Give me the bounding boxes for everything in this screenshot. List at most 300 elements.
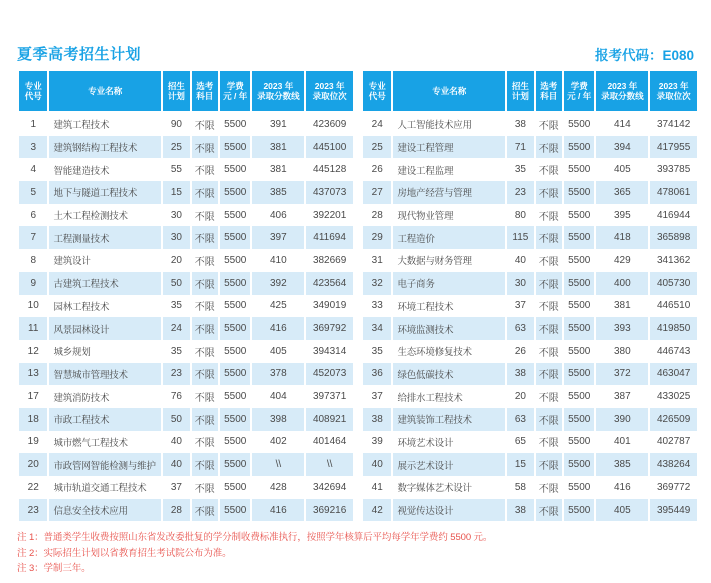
table-row [19,431,353,454]
cell-score-2023: 428 [270,481,287,493]
cell-plan: 26 [514,345,526,357]
cell-rank-2023: 365898 [650,226,697,249]
table-row [363,181,697,204]
cell-plan: 40 [514,254,526,266]
cell-subjects: 不限 [536,317,562,340]
cell-code: 37 [371,391,383,403]
cell-name: 园林工程技术 [53,301,110,313]
cell-subjects: 不限 [536,499,562,522]
cell-plan: 20 [514,391,526,403]
cell-name: 房地产经营与管理 [393,181,505,204]
column-header-plan: 招生 计划 [507,71,533,111]
table-row [363,158,697,181]
column-header-name: 专业名称 [49,71,161,111]
cell-code: 22 [27,481,39,493]
cell-code: 33 [371,300,383,312]
cell-plan: 20 [170,254,182,266]
cell-rank-2023: 419850 [650,317,697,340]
cell-name: 环境工程技术 [397,301,454,313]
cell-code: 35 [371,345,383,357]
cell-score-2023: 398 [252,408,304,431]
table-row [19,249,353,272]
cell-plan: 71 [507,136,533,159]
cell-name: 城市燃气工程技术 [53,437,128,449]
table-row [19,204,353,227]
cell-subjects: 不限 [194,483,215,495]
cell-tuition: 5500 [220,317,250,340]
cell-subjects: 不限 [194,120,215,132]
cell-tuition: 5500 [220,272,250,295]
cell-tuition: 5500 [568,300,591,312]
cell-plan: 38 [507,499,533,522]
cell-plan: 15 [507,453,533,476]
cell-tuition: 5500 [224,345,247,357]
cell-tuition: 5500 [224,164,247,176]
cell-rank-2023: 394314 [312,345,347,357]
table-row [19,340,353,363]
table-row [19,113,353,136]
cell-code: 31 [371,254,383,266]
cell-score-2023: 404 [270,391,287,403]
cell-code: 36 [363,363,391,386]
cell-score-2023: 387 [614,391,631,403]
cell-score-2023: 400 [596,272,648,295]
cell-name: 建筑设计 [53,256,91,268]
cell-tuition: 5500 [564,181,594,204]
cell-tuition: 5500 [224,436,247,448]
cell-subjects: 不限 [194,438,215,450]
cell-tuition: 5500 [568,481,591,493]
cell-score-2023: 416 [252,499,304,522]
cell-plan: 63 [507,317,533,340]
cell-rank-2023: 411694 [306,226,353,249]
cell-tuition: 5500 [568,209,591,221]
cell-code: 9 [19,272,47,295]
cell-rank-2023: 426509 [650,408,697,431]
cell-rank-2023: 437073 [306,181,353,204]
cell-name: 绿色低碳技术 [393,363,505,386]
cell-name: 人工智能技术应用 [397,120,472,132]
cell-tuition: 5500 [568,164,591,176]
cell-subjects: 不限 [538,211,559,223]
cell-subjects: 不限 [538,483,559,495]
cell-plan: 35 [514,164,526,176]
cell-plan: 58 [514,481,526,493]
cell-name: 建筑装饰工程技术 [393,408,505,431]
cell-rank-2023: 478061 [650,181,697,204]
cell-code: 29 [363,226,391,249]
cell-tuition: 5500 [564,272,594,295]
table-row [363,340,697,363]
cell-tuition: 5500 [224,254,247,266]
column-header-score-2023: 2023 年 录取分数线 [596,71,648,111]
cell-rank-2023: \\ [306,453,353,476]
cell-name: 信息安全技术应用 [49,499,161,522]
cell-score-2023: 425 [270,300,287,312]
cell-tuition: 5500 [220,226,250,249]
cell-tuition: 5500 [564,136,594,159]
cell-plan: 28 [163,499,189,522]
cell-rank-2023: 395449 [650,499,697,522]
table-row [363,499,697,522]
column-header-code: 专业 代号 [19,71,47,111]
cell-tuition: 5500 [564,453,594,476]
table-row [19,476,353,499]
table-row [19,272,353,295]
cell-tuition: 5500 [564,317,594,340]
cell-subjects: 不限 [194,211,215,223]
column-header-tuition: 学费 元 / 年 [220,71,250,111]
table-row [19,363,353,386]
cell-score-2023: 392 [252,272,304,295]
cell-rank-2023: 392201 [312,209,347,221]
enrollment-table-right [361,71,699,521]
cell-plan: 65 [514,436,526,448]
table-row [363,476,697,499]
cell-plan: 23 [163,363,189,386]
cell-code: 18 [19,408,47,431]
cell-score-2023: 372 [596,363,648,386]
cell-score-2023: 393 [596,317,648,340]
cell-plan: 38 [514,118,526,130]
cell-subjects: 不限 [192,317,218,340]
cell-name: 风景园林设计 [49,317,161,340]
table-row [19,453,353,476]
cell-code: 42 [363,499,391,522]
cell-score-2023: 381 [270,164,287,176]
table-row [363,272,697,295]
cell-name: 地下与隧道工程技术 [49,181,161,204]
cell-rank-2023: 405730 [650,272,697,295]
cell-code: 39 [371,436,383,448]
column-header-plan: 招生 计划 [163,71,189,111]
cell-code: 23 [19,499,47,522]
cell-tuition: 5500 [220,408,250,431]
cell-subjects: 不限 [538,302,559,314]
cell-code: 1 [30,118,36,130]
cell-code: 17 [27,391,39,403]
cell-rank-2023: 423564 [306,272,353,295]
table-row [363,385,697,408]
cell-subjects: 不限 [194,166,215,178]
cell-name: 建设工程监理 [397,165,454,177]
cell-code: 10 [27,300,39,312]
table-row [19,181,353,204]
cell-subjects: 不限 [538,438,559,450]
cell-tuition: 5500 [220,453,250,476]
cell-name: 生态环境修复技术 [397,347,472,359]
cell-name: 展示艺术设计 [393,453,505,476]
cell-rank-2023: 349019 [312,300,347,312]
column-header-subjects: 选考 科目 [192,71,218,111]
cell-tuition: 5500 [224,300,247,312]
cell-rank-2023: 417955 [650,136,697,159]
cell-subjects: 不限 [536,226,562,249]
cell-code: 32 [363,272,391,295]
cell-code: 34 [363,317,391,340]
cell-score-2023: 429 [614,254,631,266]
cell-plan: 80 [514,209,526,221]
cell-tuition: 5500 [568,345,591,357]
table-row [363,453,697,476]
cell-code: 26 [371,164,383,176]
cell-subjects: 不限 [192,136,218,159]
cell-rank-2023: 445128 [312,164,347,176]
cell-rank-2023: 433025 [656,391,691,403]
cell-score-2023: 405 [270,345,287,357]
cell-score-2023: 401 [614,436,631,448]
column-header-code: 专业 代号 [363,71,391,111]
cell-score-2023: 365 [596,181,648,204]
cell-rank-2023: 341362 [656,254,691,266]
cell-tuition: 5500 [564,499,594,522]
cell-rank-2023: 446743 [656,345,691,357]
cell-plan: 35 [170,300,182,312]
cell-tuition: 5500 [220,499,250,522]
cell-tuition: 5500 [220,181,250,204]
cell-code: 11 [19,317,47,340]
cell-plan: 40 [163,453,189,476]
cell-rank-2023: 452073 [306,363,353,386]
table-row [19,408,353,431]
cell-rank-2023: 445100 [306,136,353,159]
cell-tuition: 5500 [564,363,594,386]
cell-code: 5 [19,181,47,204]
cell-score-2023: 395 [614,209,631,221]
cell-score-2023: 381 [614,300,631,312]
cell-plan: 76 [170,391,182,403]
cell-score-2023: 405 [614,164,631,176]
cell-name: 给排水工程技术 [397,392,463,404]
cell-tuition: 5500 [568,391,591,403]
cell-name: 电子商务 [393,272,505,295]
report-code: 报考代码：E080 [594,48,694,63]
cell-rank-2023: 382669 [312,254,347,266]
table-header-row [19,71,353,111]
page-header [17,45,694,64]
cell-name: 工程造价 [393,226,505,249]
cell-subjects: 不限 [536,408,562,431]
column-header-name: 专业名称 [393,71,505,111]
cell-name: 环境监测技术 [393,317,505,340]
cell-rank-2023: 408921 [306,408,353,431]
cell-name: 城乡规划 [53,347,91,359]
cell-subjects: 不限 [194,256,215,268]
cell-subjects: 不限 [192,226,218,249]
cell-tuition: 5500 [564,226,594,249]
cell-subjects: 不限 [192,363,218,386]
table-row [19,385,353,408]
cell-name: 古建筑工程技术 [49,272,161,295]
table-row [363,226,697,249]
cell-rank-2023: 369792 [306,317,353,340]
cell-code: 8 [30,254,36,266]
cell-score-2023: 391 [270,118,287,130]
cell-name: 土木工程检测技术 [53,211,128,223]
cell-subjects: 不限 [194,302,215,314]
footnotes [17,530,694,577]
table-row [363,295,697,318]
cell-code: 28 [371,209,383,221]
cell-code: 7 [19,226,47,249]
cell-score-2023: 414 [614,118,631,130]
table-row [363,204,697,227]
cell-name: 建筑工程技术 [53,120,110,132]
cell-tuition: 5500 [224,481,247,493]
cell-plan: 37 [514,300,526,312]
cell-code: 13 [19,363,47,386]
cell-code: 38 [363,408,391,431]
cell-score-2023: 385 [252,181,304,204]
column-header-subjects: 选考 科目 [536,71,562,111]
cell-name: 工程测量技术 [49,226,161,249]
cell-name: 智能建造技术 [53,165,110,177]
cell-score-2023: 390 [596,408,648,431]
column-header-score-2023: 2023 年 录取分数线 [252,71,304,111]
cell-score-2023: 405 [596,499,648,522]
page-title: 夏季高考招生计划 [17,46,142,63]
cell-rank-2023: 416944 [656,209,691,221]
cell-rank-2023: 402787 [656,436,691,448]
table-row [19,295,353,318]
cell-plan: 15 [163,181,189,204]
cell-name: 建设工程管理 [393,136,505,159]
cell-rank-2023: 369216 [306,499,353,522]
cell-score-2023: 416 [252,317,304,340]
cell-score-2023: 397 [252,226,304,249]
cell-subjects: 不限 [536,453,562,476]
cell-code: 20 [19,453,47,476]
cell-name: 智慧城市管理技术 [49,363,161,386]
column-header-tuition: 学费 元 / 年 [564,71,594,111]
tables-container [17,71,694,521]
cell-plan: 50 [163,408,189,431]
cell-tuition: 5500 [564,408,594,431]
cell-subjects: 不限 [538,393,559,405]
cell-subjects: 不限 [192,453,218,476]
cell-name: 建筑消防技术 [53,392,110,404]
cell-plan: 35 [170,345,182,357]
cell-plan: 30 [170,209,182,221]
cell-score-2023: \\ [252,453,304,476]
cell-code: 19 [27,436,39,448]
cell-plan: 30 [507,272,533,295]
cell-plan: 24 [163,317,189,340]
cell-rank-2023: 369772 [656,481,691,493]
cell-name: 视觉传达设计 [393,499,505,522]
table-row [19,158,353,181]
table-row [19,499,353,522]
cell-code: 3 [19,136,47,159]
cell-tuition: 5500 [224,391,247,403]
cell-subjects: 不限 [194,393,215,405]
cell-score-2023: 394 [596,136,648,159]
cell-code: 4 [30,164,36,176]
cell-score-2023: 380 [614,345,631,357]
footnote-3: 注 3：学制三年。 [17,563,91,575]
table-row [363,113,697,136]
table-row [19,317,353,340]
table-header-row [363,71,697,111]
cell-subjects: 不限 [538,166,559,178]
cell-score-2023: 378 [252,363,304,386]
cell-name: 市政工程技术 [49,408,161,431]
table-row [363,249,697,272]
cell-tuition: 5500 [568,254,591,266]
cell-code: 25 [363,136,391,159]
cell-tuition: 5500 [224,209,247,221]
cell-score-2023: 406 [270,209,287,221]
cell-code: 12 [27,345,39,357]
cell-name: 数字媒体艺术设计 [397,483,472,495]
cell-rank-2023: 342694 [312,481,347,493]
cell-plan: 50 [163,272,189,295]
cell-subjects: 不限 [192,181,218,204]
cell-score-2023: 402 [270,436,287,448]
cell-tuition: 5500 [224,118,247,130]
table-row [363,136,697,159]
cell-rank-2023: 397371 [312,391,347,403]
cell-code: 27 [363,181,391,204]
cell-subjects: 不限 [536,272,562,295]
cell-name: 大数据与财务管理 [397,256,472,268]
cell-score-2023: 416 [614,481,631,493]
cell-code: 40 [363,453,391,476]
cell-rank-2023: 393785 [656,164,691,176]
cell-plan: 40 [170,436,182,448]
cell-score-2023: 410 [270,254,287,266]
cell-rank-2023: 374142 [656,118,691,130]
cell-subjects: 不限 [538,347,559,359]
cell-name: 现代物业管理 [397,211,454,223]
cell-subjects: 不限 [538,256,559,268]
cell-code: 6 [30,209,36,221]
cell-code: 24 [371,118,383,130]
cell-name: 环境艺术设计 [397,437,454,449]
cell-plan: 38 [507,363,533,386]
column-header-rank-2023: 2023 年 录取位次 [306,71,353,111]
cell-plan: 37 [170,481,182,493]
cell-plan: 30 [163,226,189,249]
cell-plan: 25 [163,136,189,159]
cell-subjects: 不限 [536,363,562,386]
cell-subjects: 不限 [536,181,562,204]
cell-rank-2023: 438264 [650,453,697,476]
enrollment-table-left [17,71,355,521]
cell-subjects: 不限 [536,136,562,159]
table-row [363,408,697,431]
cell-subjects: 不限 [192,272,218,295]
cell-tuition: 5500 [568,436,591,448]
cell-tuition: 5500 [220,363,250,386]
cell-subjects: 不限 [192,499,218,522]
cell-tuition: 5500 [568,118,591,130]
table-row [19,226,353,249]
footnote-1: 注 1：普通类学生收费按照山东省发改委批复的学分制收费标准执行，按照学年核算后平均每学年学费约 5500 元。 [17,532,493,544]
column-header-rank-2023: 2023 年 录取位次 [650,71,697,111]
footnote-2: 注 2：实际招生计划以省教育招生考试院公布为准。 [17,547,232,559]
cell-score-2023: 381 [252,136,304,159]
cell-name: 市政管网智能检测与维护 [49,453,161,476]
cell-subjects: 不限 [192,408,218,431]
table-row [363,363,697,386]
cell-subjects: 不限 [194,347,215,359]
cell-rank-2023: 423609 [312,118,347,130]
cell-name: 建筑钢结构工程技术 [49,136,161,159]
cell-plan: 63 [507,408,533,431]
cell-plan: 90 [170,118,182,130]
cell-plan: 23 [507,181,533,204]
